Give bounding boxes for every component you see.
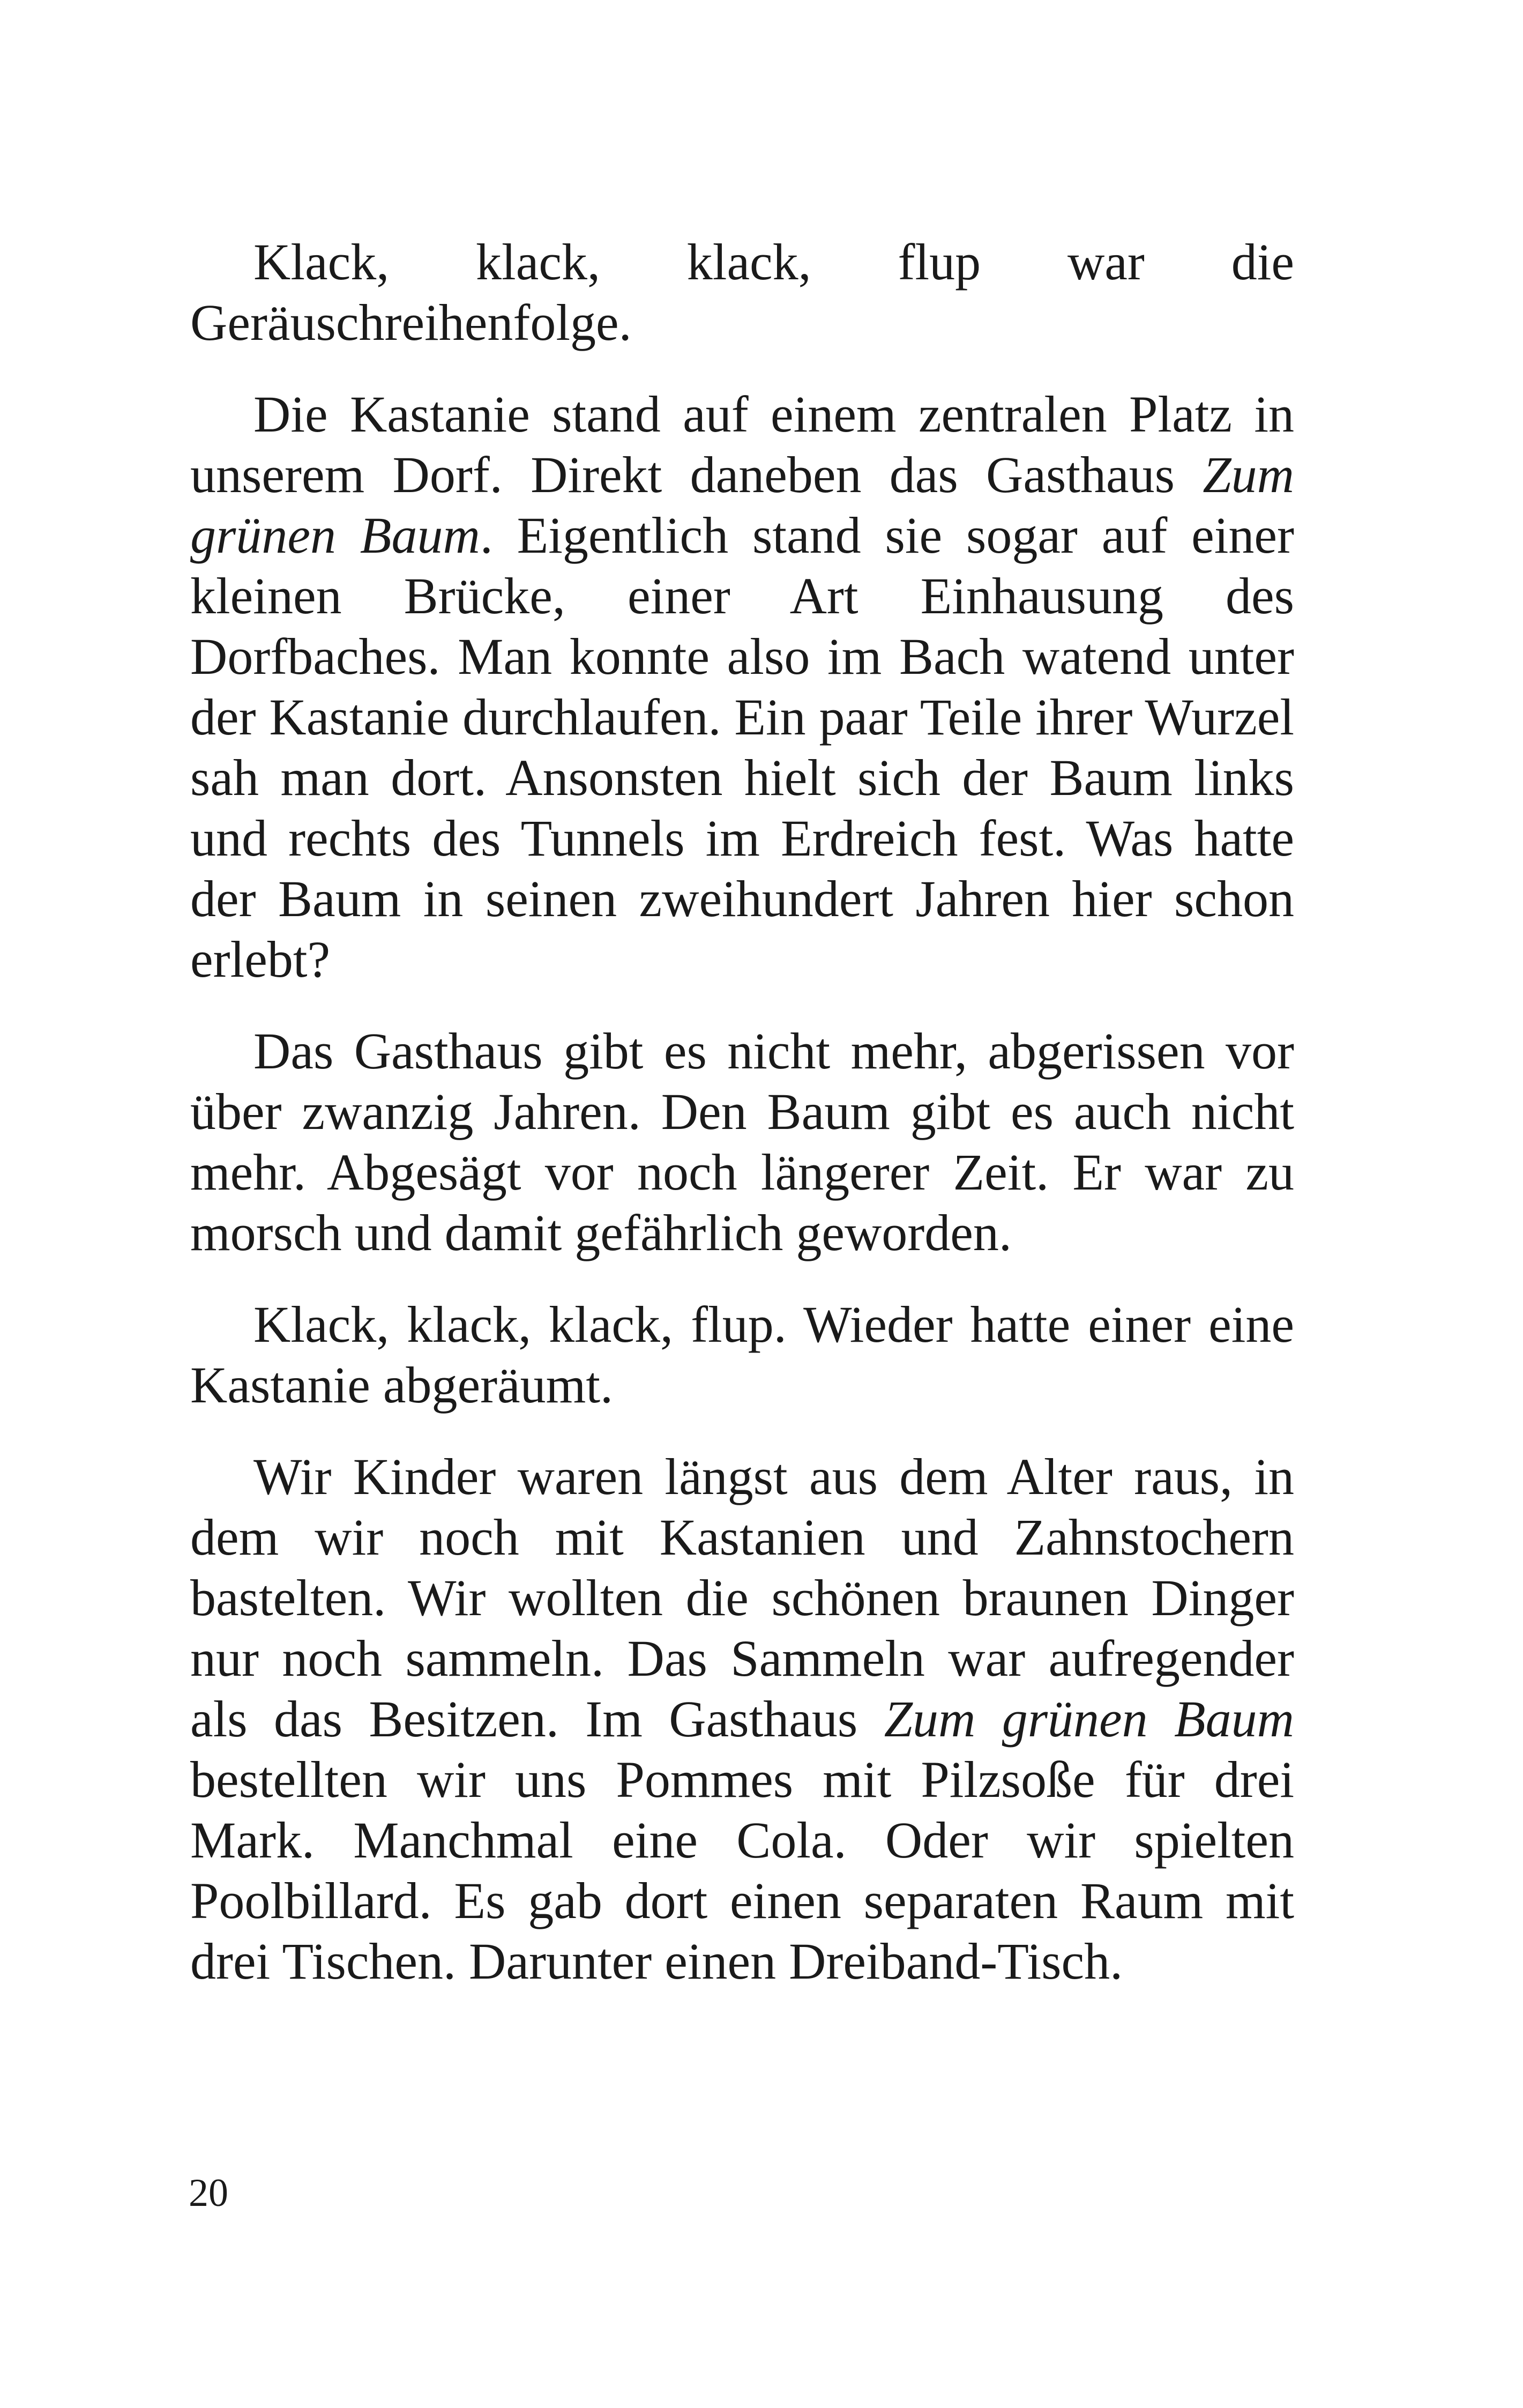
text-run: bestellten wir uns Pommes mit Pilzsoße für drei Mark. Manchmal eine Cola. Oder wir spielten Poolbillard. Es gab dort einen separaten Raum mit drei Tischen. Darunter einen Dreiband-Tisch. — [190, 1751, 1294, 1990]
text-run: Klack, klack, klack, flup war die Geräuschreihenfolge. — [190, 233, 1294, 351]
paragraph — [190, 1294, 1294, 1415]
paragraph — [190, 1021, 1294, 1263]
page-number: 20 — [189, 2171, 228, 2215]
inn-name-italic: Zum grünen Baum — [190, 446, 1294, 564]
text-run: Das Gasthaus gibt es nicht mehr, abgerissen vor über zwanzig Jahren. Den Baum gibt es auch nicht mehr. Abgesägt vor noch längerer Zeit. Er war zu morsch und damit gefährlich geworden. — [190, 1022, 1294, 1261]
paragraph — [190, 384, 1294, 990]
inn-name-italic: Zum grünen Baum — [884, 1690, 1295, 1748]
body-text — [190, 232, 1294, 1991]
text-run: Die Kastanie stand auf einem zentralen Platz in unserem Dorf. Direkt daneben das Gasthaus — [190, 385, 1294, 503]
text-run: . Eigentlich stand sie sogar auf einer kleinen Brücke, einer Art Einhausung des Dorfbaches. Man konnte also im Bach watend unter der Kastanie durchlaufen. Ein paar Teile ihrer Wurzel sah man dort. Ansonsten hielt sich der Baum links und rechts des Tunnels im Erdreich fest. Was hatte der Baum in seinen zweihundert Jahren hier schon erlebt? — [190, 507, 1295, 988]
paragraph — [190, 1446, 1294, 1991]
text-run: Klack, klack, klack, flup. Wieder hatte einer eine Kastanie abgeräumt. — [190, 1296, 1294, 1414]
paragraph — [190, 232, 1294, 353]
text-run: Wir Kinder waren längst aus dem Alter raus, in dem wir noch mit Kastanien und Zahnstochern bastelten. Wir wollten die schönen braunen Dinger nur noch sammeln. Das Sammeln war aufregender als das Besitzen. Im Gasthaus — [190, 1448, 1294, 1748]
